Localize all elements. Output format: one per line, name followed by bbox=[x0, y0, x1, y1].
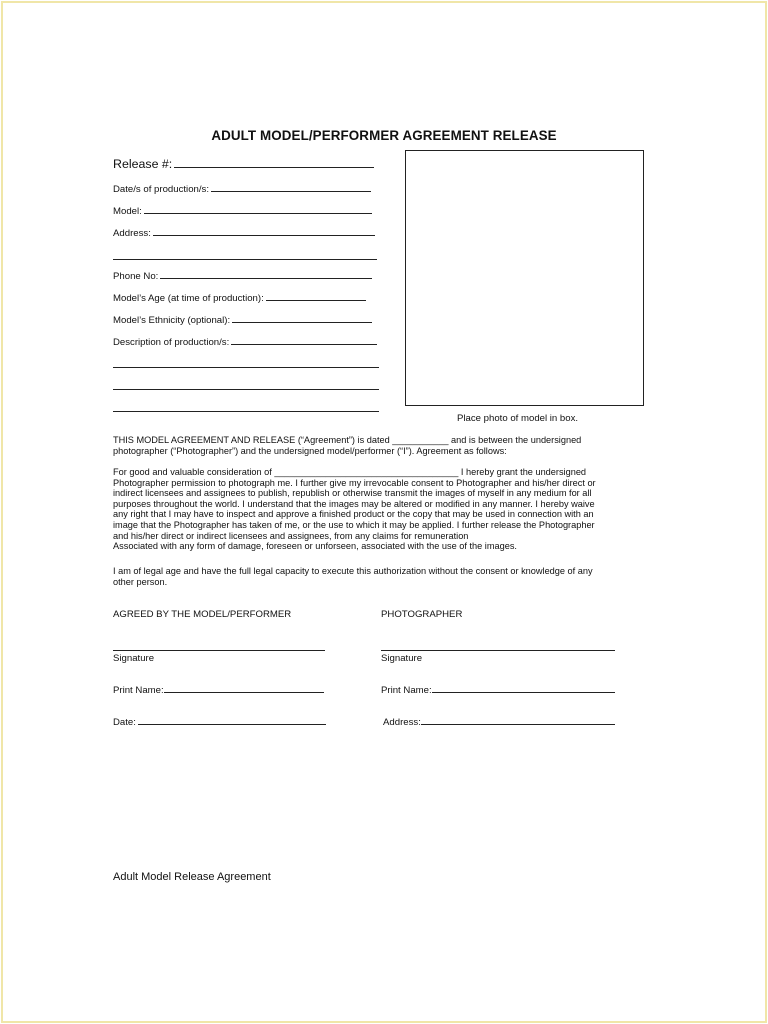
photographer-address-line[interactable] bbox=[421, 724, 615, 725]
ethnicity-label: Model’s Ethnicity (optional): bbox=[113, 315, 231, 326]
model-print-name-field[interactable] bbox=[113, 685, 324, 696]
capacity-line: I am of legal age and have the full legal capacity to execute this authorization without the consent or knowledge of any bbox=[113, 566, 593, 576]
model-signature-label: Signature bbox=[113, 653, 155, 664]
photographer-print-name-field[interactable] bbox=[381, 685, 615, 696]
production-dates-field[interactable] bbox=[113, 184, 371, 195]
phone-label: Phone No: bbox=[113, 271, 159, 282]
description-field[interactable] bbox=[113, 337, 377, 348]
address-field[interactable] bbox=[113, 228, 375, 239]
photographer-signature-line[interactable] bbox=[381, 650, 615, 651]
release-number-field[interactable] bbox=[113, 157, 374, 171]
consideration-paragraph bbox=[113, 467, 643, 552]
photographer-signature-label: Signature bbox=[381, 653, 423, 664]
intro-line: THIS MODEL AGREEMENT AND RELEASE (“Agreement”) is dated ___________ and is between the undersigned bbox=[113, 435, 582, 445]
ethnicity-line[interactable] bbox=[232, 322, 372, 323]
model-signature-line[interactable] bbox=[113, 650, 325, 651]
document-title: ADULT MODEL/PERFORMER AGREEMENT RELEASE bbox=[211, 128, 557, 143]
release-number-line[interactable] bbox=[174, 167, 374, 168]
address-label: Address: bbox=[113, 228, 151, 239]
model-label: Model: bbox=[113, 206, 142, 217]
photographer-print-name-line[interactable] bbox=[432, 692, 615, 693]
production-dates-label: Date/s of production/s: bbox=[113, 184, 209, 195]
phone-field[interactable] bbox=[113, 271, 372, 282]
ethnicity-field[interactable] bbox=[113, 315, 372, 326]
address-line-2[interactable] bbox=[113, 259, 377, 260]
model-date-field[interactable] bbox=[113, 717, 326, 728]
description-line-4[interactable] bbox=[113, 411, 379, 412]
model-print-name-label: Print Name: bbox=[113, 685, 164, 696]
age-label: Model’s Age (at time of production): bbox=[113, 293, 264, 304]
photographer-print-name-label: Print Name: bbox=[381, 685, 432, 696]
description-line-3[interactable] bbox=[113, 389, 379, 390]
model-heading: AGREED BY THE MODEL/PERFORMER bbox=[113, 609, 292, 620]
intro-paragraph bbox=[113, 435, 643, 456]
body-line: image that the Photographer has taken of me, or the use to which it may be applied. I further release the Photographer bbox=[113, 519, 595, 530]
address-line[interactable] bbox=[153, 235, 375, 236]
age-line[interactable] bbox=[266, 300, 366, 301]
body-line: Associated with any form of damage, foreseen or unforseen, associated with the use of the images. bbox=[113, 541, 517, 552]
capacity-line: other person. bbox=[113, 576, 168, 587]
release-number-label: Release #: bbox=[113, 157, 173, 171]
capacity-paragraph bbox=[113, 566, 643, 587]
photographer-heading: PHOTOGRAPHER bbox=[381, 609, 463, 620]
body-line: For good and valuable consideration of ____________________________________ I hereby grant the undersigned bbox=[113, 467, 587, 477]
body-line: any right that I may have to inspect and approve a finished product or the copy that may be used in connection with an bbox=[113, 509, 594, 520]
model-date-label: Date: bbox=[113, 717, 136, 728]
phone-line[interactable] bbox=[160, 278, 372, 279]
production-dates-line[interactable] bbox=[211, 191, 371, 192]
model-date-line[interactable] bbox=[138, 724, 326, 725]
photographer-address-field[interactable] bbox=[383, 717, 615, 728]
model-print-name-line[interactable] bbox=[164, 692, 324, 693]
age-field[interactable] bbox=[113, 293, 366, 304]
description-label: Description of production/s: bbox=[113, 337, 230, 348]
model-field[interactable] bbox=[113, 206, 372, 217]
body-line: indirect licensees and assignees to publish, republish or otherwise transmit the images of myself in any medium for all bbox=[113, 488, 592, 499]
photo-caption: Place photo of model in box. bbox=[457, 413, 579, 424]
photographer-address-label: Address: bbox=[383, 717, 421, 728]
description-line[interactable] bbox=[231, 344, 377, 345]
body-line: purposes throughout the world. I understand that the images may be altered or modified in any manner. I hereby waive bbox=[113, 498, 595, 509]
body-line: and his/her direct or indirect licensees and assignees, from any claims for remuneration bbox=[113, 530, 469, 541]
intro-line: photographer (“Photographer”) and the undersigned model/performer (“I”). Agreement as follows: bbox=[113, 445, 507, 456]
model-line[interactable] bbox=[144, 213, 372, 214]
description-line-2[interactable] bbox=[113, 367, 379, 368]
photo-box[interactable] bbox=[405, 150, 644, 406]
footer-text: Adult Model Release Agreement bbox=[113, 871, 271, 883]
body-line: Photographer permission to photograph me. I further give my irrevocable consent to Photographer and his/her direct or bbox=[113, 477, 596, 488]
